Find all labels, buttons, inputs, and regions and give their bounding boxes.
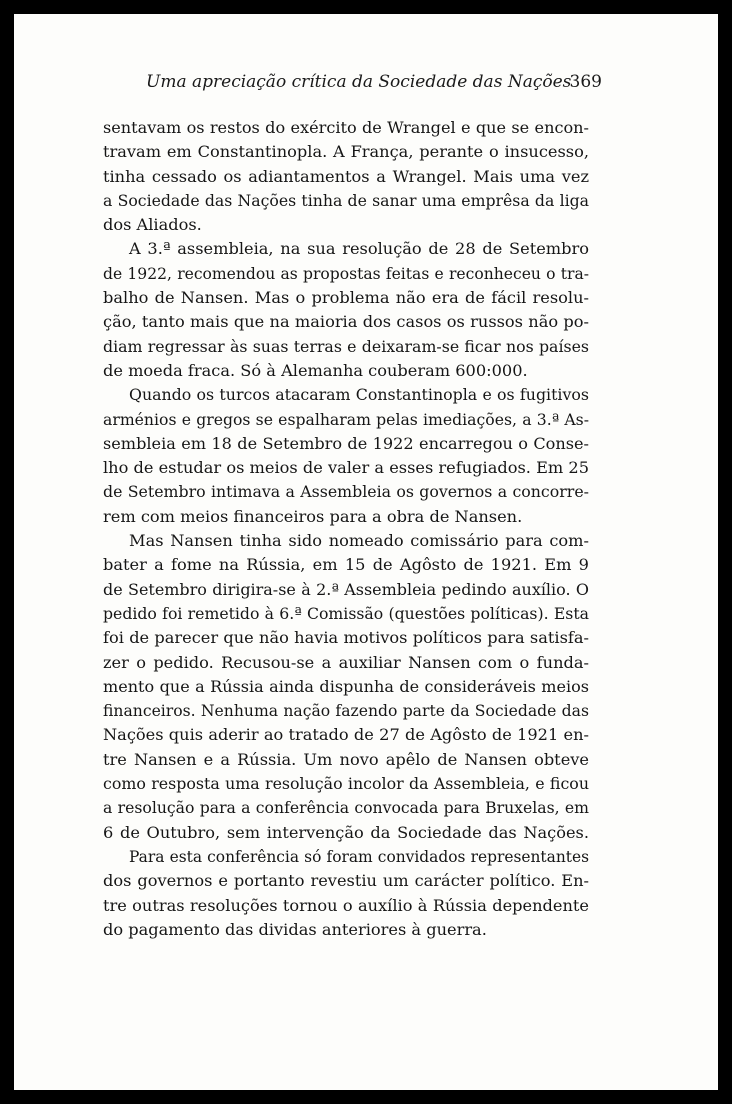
text-line: travam em Constantinopla. A França, perante o insucesso,	[103, 142, 589, 162]
text-line: a resolução para a conferência convocada para Bruxelas, em	[103, 798, 589, 818]
text-line: tinha cessado os adiantamentos a Wrangel. Mais uma vez	[103, 166, 589, 186]
text-line: tre Nansen e a Rússia. Um novo apêlo de Nansen obteve	[103, 749, 589, 769]
text-line: tre outras resoluções tornou o auxílio à Rússia dependente	[103, 895, 589, 915]
text-line: rem com meios financeiros para a obra de Nansen.	[103, 506, 523, 526]
paragraph-3	[103, 383, 589, 529]
text-line: Quando os turcos atacaram Constantinopla e os fugitivos	[129, 385, 589, 405]
body-text	[103, 116, 589, 942]
text-line: Nações quis aderir ao tratado de 27 de Agôsto de 1921 en-	[103, 725, 589, 745]
text-line: sentavam os restos do exército de Wrangel e que se encon-	[103, 118, 589, 137]
text-line: mento que a Rússia ainda dispunha de consideráveis meios	[103, 676, 589, 696]
text-line: 6 de Outubro, sem intervenção da Sociedade das Nações.	[103, 822, 589, 842]
paragraph-1	[103, 116, 589, 237]
text-line: diam regressar às suas terras e deixaram-se ficar nos países	[103, 336, 589, 356]
text-line: dos Aliados.	[103, 215, 202, 235]
text-line: Mas Nansen tinha sido nomeado comissário para com-	[129, 531, 589, 551]
text-line: pedido foi remetido à 6.ª Comissão (questões políticas). Esta	[103, 603, 589, 623]
text-line: de Setembro intimava a Assembleia os governos a concorre-	[103, 482, 589, 502]
text-line: sembleia em 18 de Setembro de 1922 encarregou o Conse-	[103, 433, 589, 453]
page-number: 369	[569, 72, 602, 92]
text-line: como resposta uma resolução incolor da Assembleia, e ficou	[103, 774, 589, 794]
paragraph-2	[103, 237, 589, 383]
text-line: financeiros. Nenhuma nação fazendo parte da Sociedade das	[103, 702, 589, 721]
text-line: A 3.ª assembleia, na sua resolução de 28 de Setembro	[129, 239, 589, 259]
text-line: de moeda fraca. Só à Alemanha couberam 600:000.	[103, 360, 528, 380]
text-line: de 1922, recomendou as propostas feitas e reconheceu o tra-	[103, 264, 589, 283]
text-line: dos governos e portanto revestiu um carácter político. En-	[103, 871, 589, 891]
text-line: Para esta conferência só foram convidados representantes	[129, 847, 589, 866]
text-line: ção, tanto mais que na maioria dos casos os russos não po-	[103, 312, 589, 332]
text-line: do pagamento das dividas anteriores à guerra.	[103, 919, 487, 939]
text-line: arménios e gregos se espalharam pelas imediações, a 3.ª As-	[103, 409, 589, 429]
text-line: a Sociedade das Nações tinha de sanar uma emprêsa da liga	[103, 190, 589, 210]
paragraph-4	[103, 529, 589, 845]
text-line: lho de estudar os meios de valer a esses refugiados. Em 25	[103, 458, 589, 478]
text-line: foi de parecer que não havia motivos políticos para satisfa-	[103, 628, 589, 648]
text-line: de Setembro dirigira-se à 2.ª Assembleia pedindo auxílio. O	[103, 579, 589, 599]
text-line: balho de Nansen. Mas o problema não era de fácil resolu-	[103, 288, 589, 308]
text-line: bater a fome na Rússia, em 15 de Agôsto de 1921. Em 9	[103, 555, 589, 575]
text-line: zer o pedido. Recusou-se a auxiliar Nansen com o funda-	[103, 652, 589, 672]
paragraph-5	[103, 845, 589, 942]
running-title: Uma apreciação crítica da Sociedade das Nações	[146, 72, 572, 92]
